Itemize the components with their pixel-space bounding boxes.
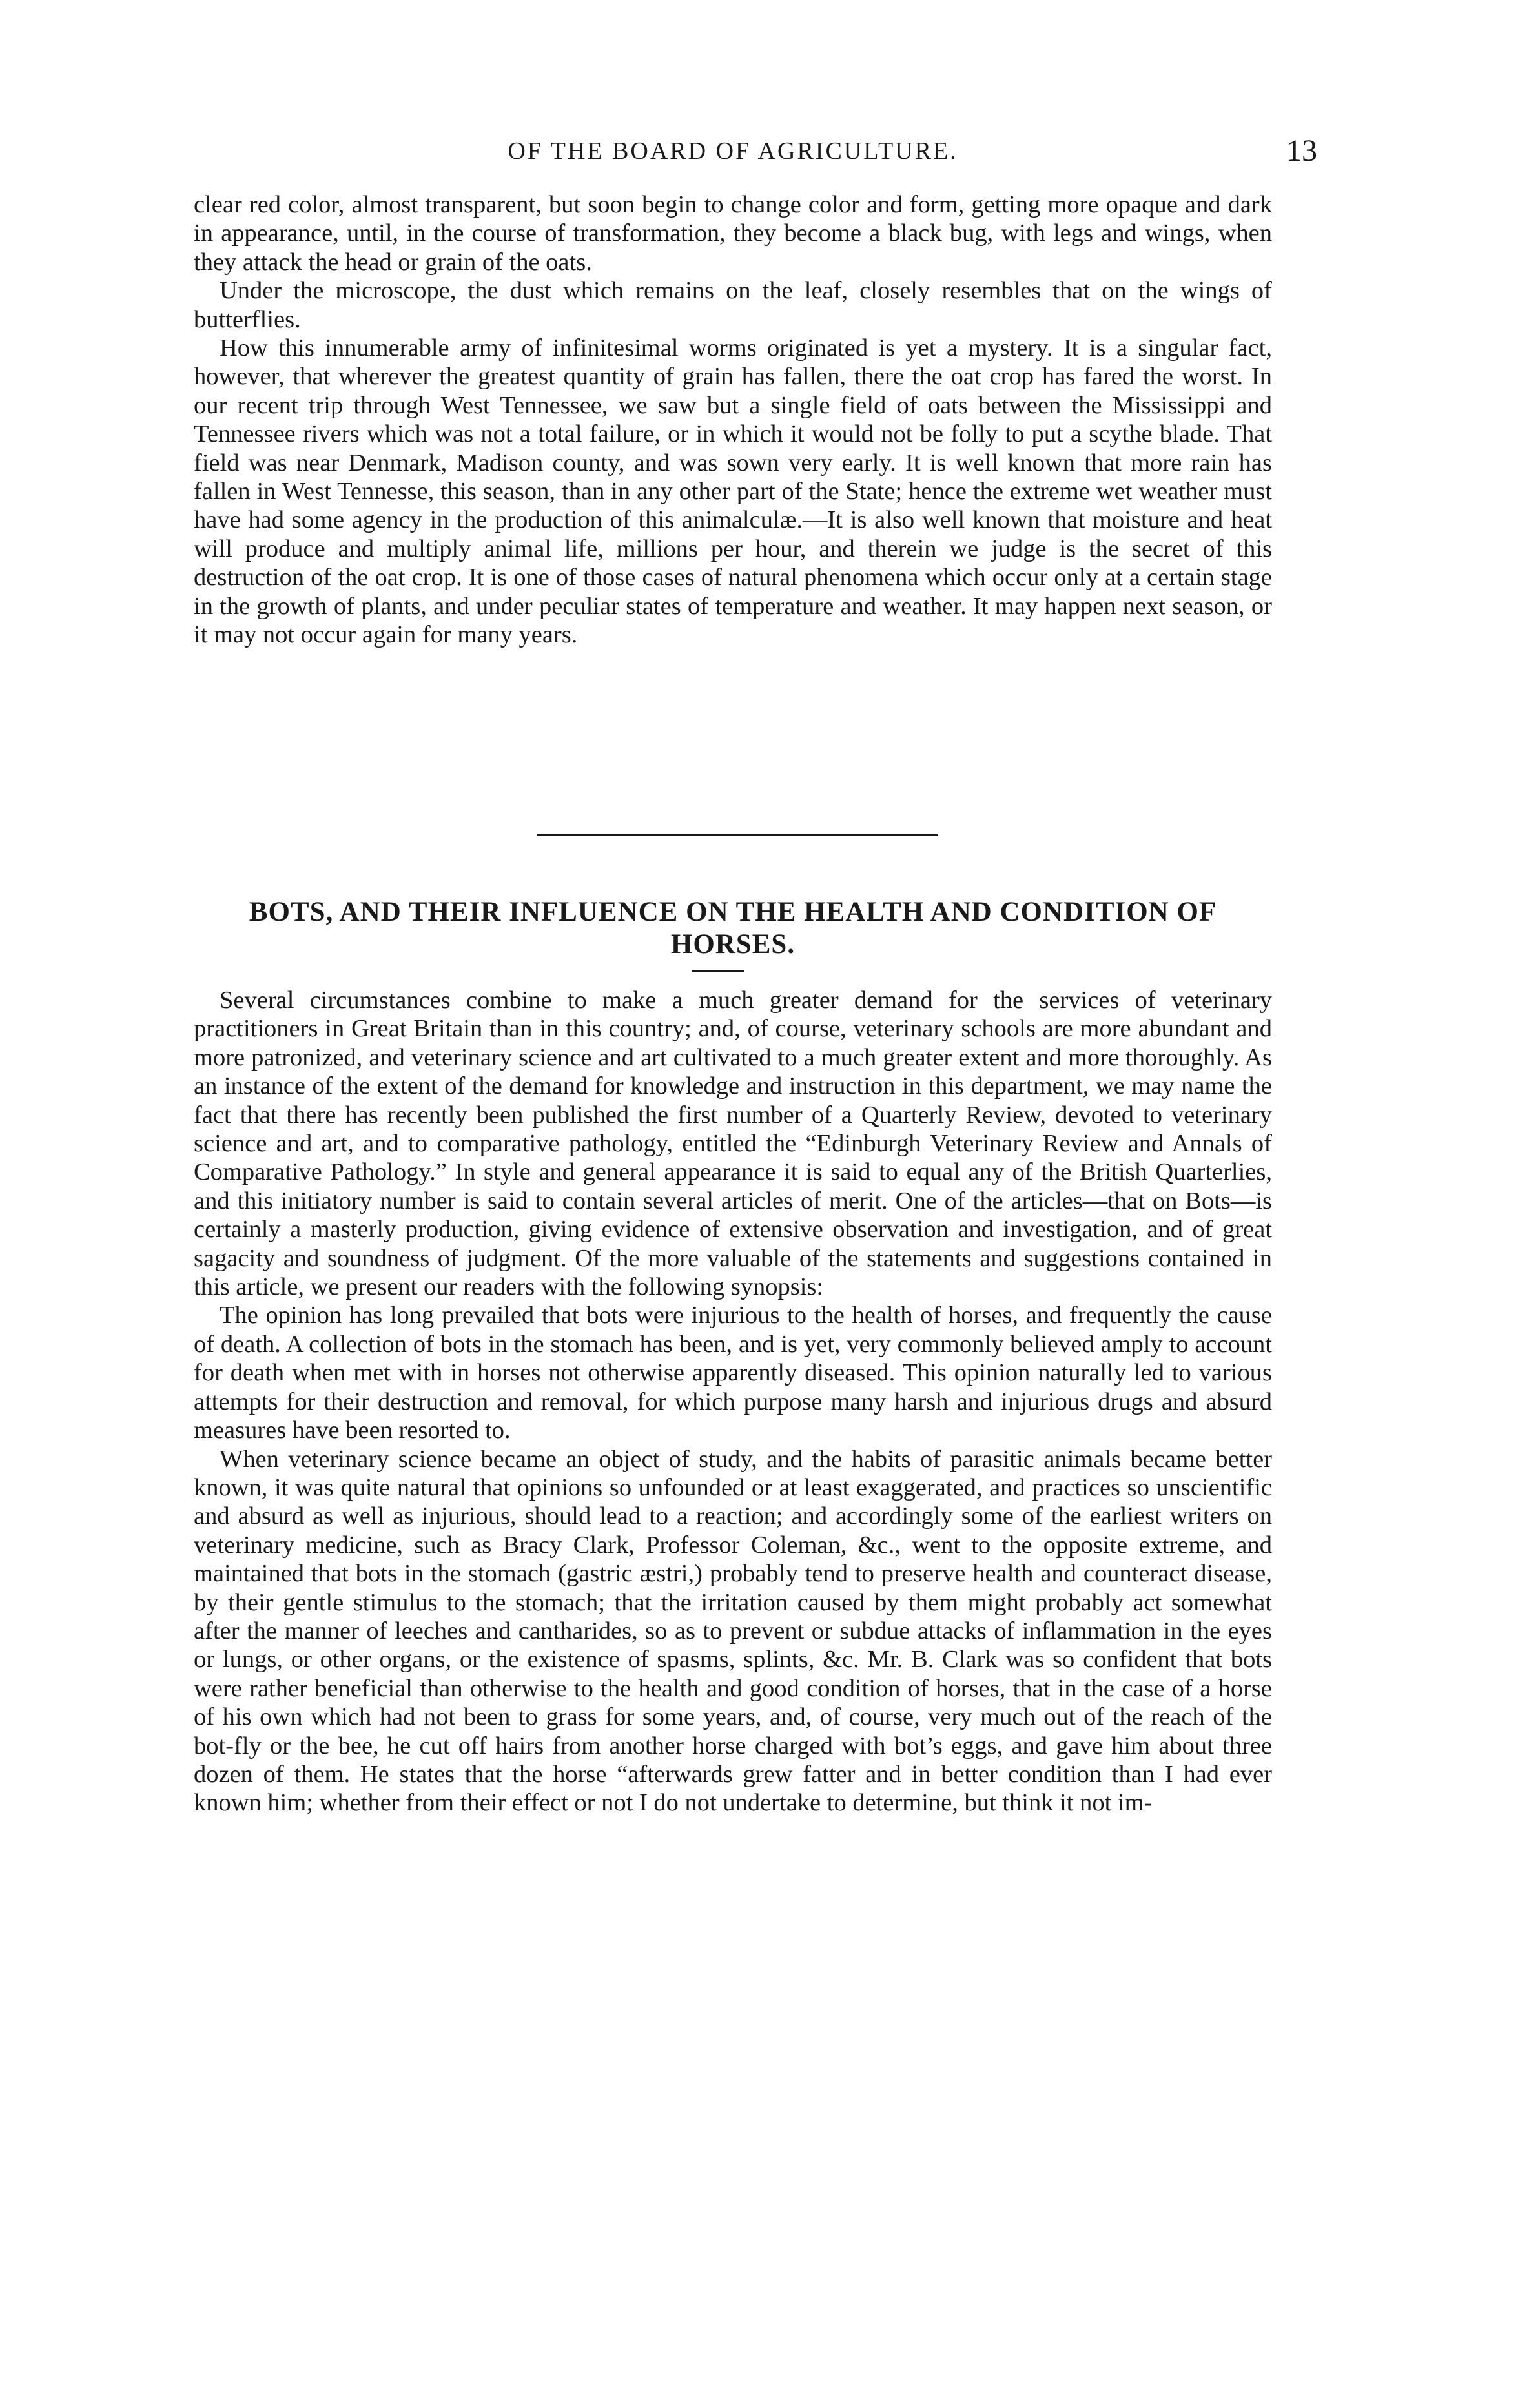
paragraph: Under the microscope, the dust which remains on the leaf, closely resembles that on the wings of butterflies.	[194, 277, 1272, 333]
page-number: 13	[1286, 134, 1317, 168]
article-body	[194, 986, 1272, 1818]
continued-text-section	[194, 190, 1272, 650]
paragraph: Several circumstances combine to make a much greater demand for the services of veterinary practitioners in Great Britain than in this country; and, of course, veterinary schools are more abundant and more patronized, and veterinary science and art cultivated to a much greater extent and more thoroughly. As an instance of the extent of the demand for knowledge and instruction in this department, we may name the fact that there has recently been published the first number of a Quarterly Review, devoted to veterinary science and art, and to comparative pathology, entitled the “Edinburgh Veterinary Review and Annals of Comparative Pathology.” In style and general appearance it is said to equal any of the British Quarterlies, and this initiatory number is said to contain several articles of merit. One of the articles—that on Bots—is certainly a masterly production, giving evidence of extensive observation and investigation, and of great sagacity and soundness of judgment. Of the more valuable of the statements and suggestions contained in this article, we present our readers with the following synopsis:	[194, 987, 1272, 1301]
paragraph: How this innumerable army of infinitesimal worms originated is yet a mystery. It is a singular fact, however, that wherever the greatest quantity of grain has fallen, there the oat crop has fared the worst. In our recent trip through West Tennessee, we saw but a single field of oats between the Mississippi and Tennessee rivers which was not a total failure, or in which it would not be folly to put a scythe blade. That field was near Denmark, Madison county, and was sown very early. It is well known that more rain has fallen in West Tennesse, this season, than in any other part of the State; hence the extreme wet weather must have had some agency in the production of this animalculæ.—It is also well known that moisture and heat will produce and multiply animal life, millions per hour, and therein we judge is the secret of this destruction of the oat crop. It is one of those cases of natural phenomena which occur only at a certain stage in the growth of plants, and under peculiar states of temperature and weather. It may happen next season, or it may not occur again for many years.	[194, 334, 1272, 649]
paragraph: clear red color, almost transparent, but soon begin to change color and form, getting more opaque and dark in appearance, until, in the course of transformation, they become a black bug, with legs and wings, when they attack the head or grain of the oats.	[194, 191, 1272, 276]
section-divider-rule	[537, 834, 938, 836]
paragraph: The opinion has long prevailed that bots were injurious to the health of horses, and frequently the cause of death. A collection of bots in the stomach has been, and is yet, very commonly believed amply to account for death when met with in horses not otherwise apparently diseased. This opinion naturally led to various attempts for their destruction and removal, for which purpose many harsh and injurious drugs and absurd measures have been resorted to.	[194, 1302, 1272, 1444]
paragraph: When veterinary science became an object of study, and the habits of parasitic animals became better known, it was quite natural that opinions so unfounded or at least exaggerated, and practices so unscientific and absurd as well as injurious, should lead to a reaction; and accordingly some of the earliest writers on veterinary medicine, such as Bracy Clark, Professor Coleman, &c., went to the opposite extreme, and maintained that bots in the stomach (gastric æstri,) probably tend to preserve health and counteract disease, by their gentle stimulus to the stomach; that the irritation caused by them might probably act somewhat after the manner of leeches and cantharides, so as to prevent or subdue attacks of inflammation in the eyes or lungs, or other organs, or the existence of spasms, splints, &c. Mr. B. Clark was so confident that bots were rather beneficial than otherwise to the health and good condition of horses, that in the case of a horse of his own which had not been to grass for some years, and, of course, very much out of the reach of the bot-fly or the bee, he cut off hairs from another horse charged with bot’s eggs, and gave him about three dozen of them. He states that the horse “afterwards grew fatter and in better condition than I had ever known him; whether from their effect or not I do not undertake to determine, but think it not im-	[194, 1445, 1272, 1817]
heading-underline-rule	[692, 970, 744, 972]
running-title: OF THE BOARD OF AGRICULTURE.	[508, 138, 958, 165]
running-head	[194, 134, 1317, 176]
article-heading: BOTS, AND THEIR INFLUENCE ON THE HEALTH AND CONDITION OF HORSES.	[249, 897, 1217, 959]
